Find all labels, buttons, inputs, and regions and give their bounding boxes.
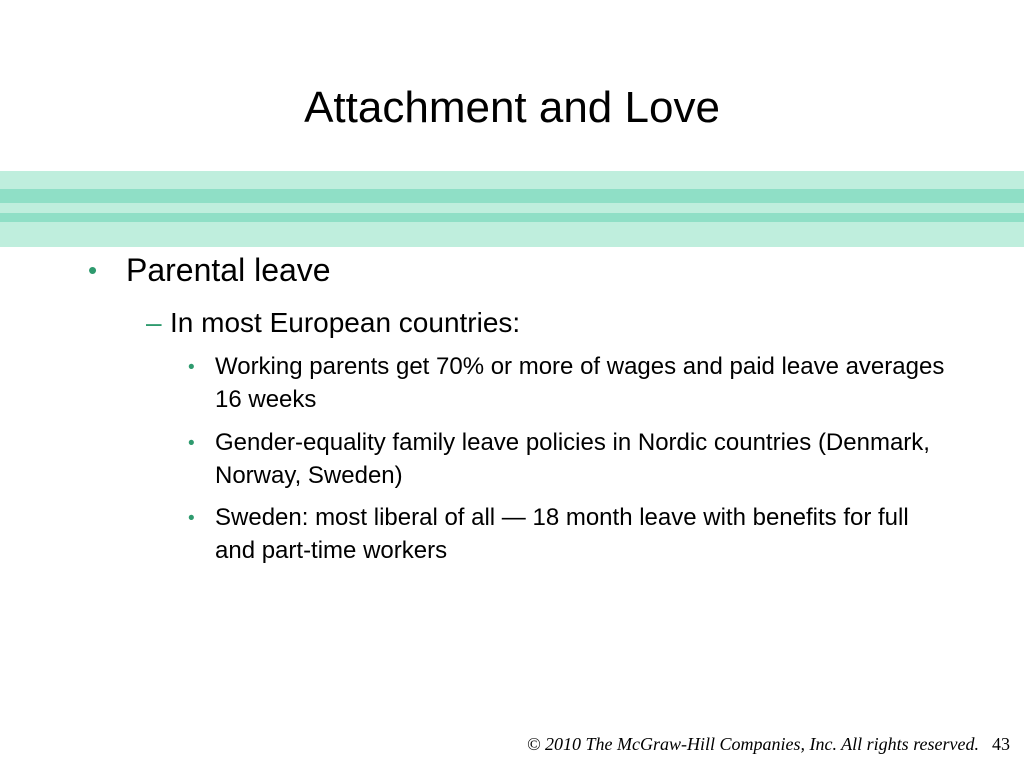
- bullet-text: In most European countries:: [170, 307, 521, 338]
- dash-icon: –: [146, 307, 162, 338]
- bullet-icon: •: [188, 433, 195, 454]
- bullet-text: Gender-equality family leave policies in Nordic countries (Denmark, Norway, Sweden): [215, 429, 930, 489]
- band-stripe: [0, 171, 1024, 189]
- band-stripe: [0, 189, 1024, 203]
- bullet-text: Parental leave: [126, 252, 331, 288]
- bullet-level3: [188, 501, 948, 567]
- page-number: 43: [992, 734, 1010, 754]
- bullet-icon: •: [88, 255, 98, 285]
- band-stripe: [0, 203, 1024, 213]
- bullet-text: Sweden: most liberal of all — 18 month leave with benefits for full and part-time workers: [215, 504, 909, 564]
- bullet-level2: [146, 303, 520, 343]
- decorative-bands: [0, 171, 1024, 247]
- bullet-text: Working parents get 70% or more of wages and paid leave averages 16 weeks: [215, 353, 945, 413]
- band-stripe: [0, 222, 1024, 247]
- bullet-icon: •: [188, 508, 195, 529]
- copyright-footer: © 2010 The McGraw-Hill Companies, Inc. All rights reserved.: [526, 734, 979, 754]
- bullet-level1: [88, 248, 331, 292]
- band-stripe: [0, 213, 1024, 222]
- slide-title: Attachment and Love: [304, 83, 720, 132]
- bullet-level3: [188, 350, 948, 416]
- bullet-level3: [188, 426, 948, 492]
- bullet-icon: •: [188, 357, 195, 378]
